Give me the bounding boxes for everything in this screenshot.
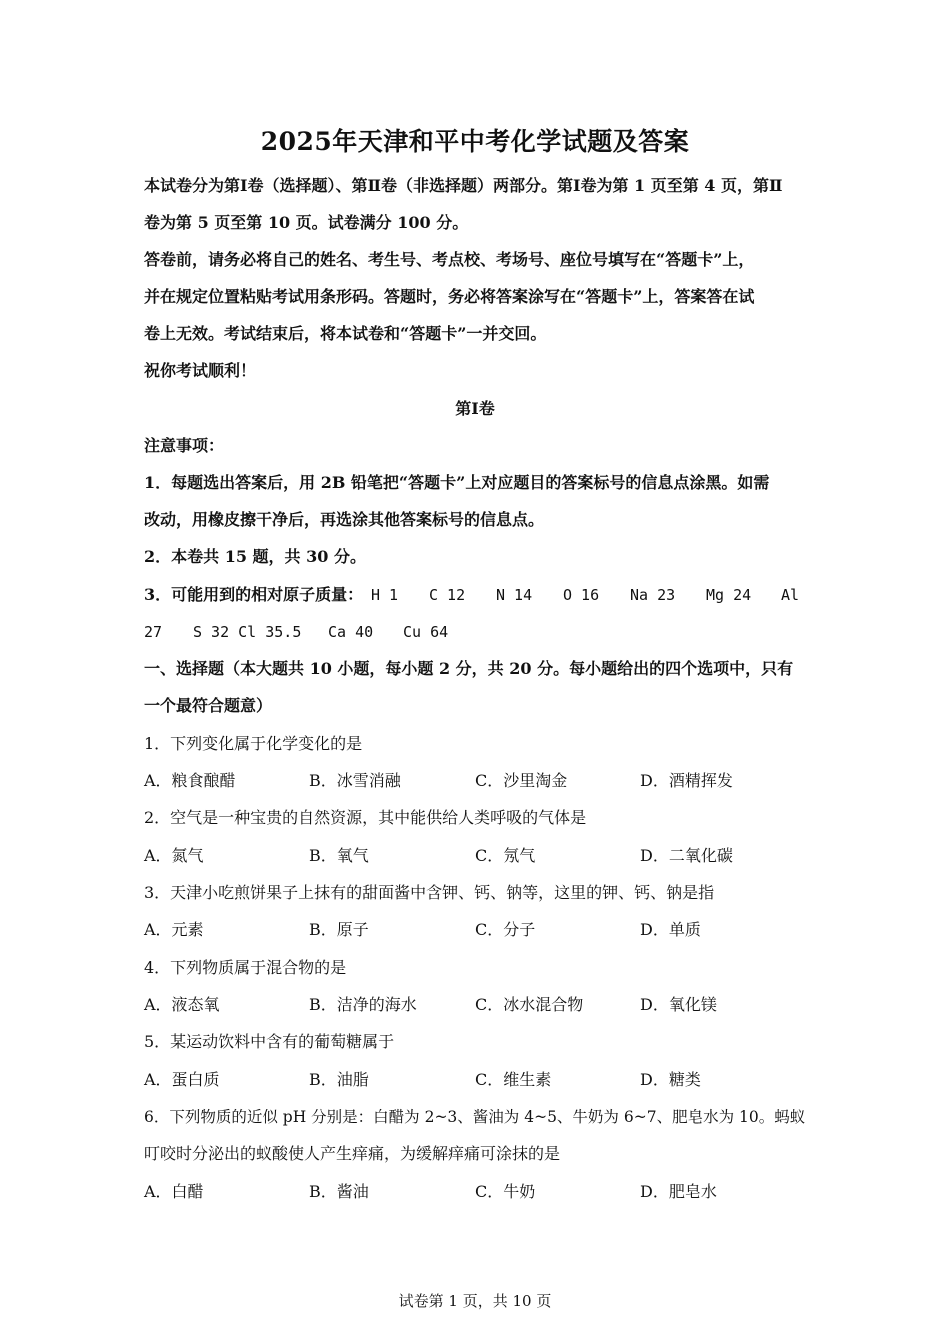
- atomic-mass: Na 23: [630, 586, 676, 604]
- note-line: 1．每题选出答案后，用 2B 铅笔把“答题卡”上对应题目的答案标号的信息点涂黑。如需: [144, 473, 770, 492]
- option-c: C．冰水混合物: [475, 995, 584, 1014]
- intro-line: 祝你考试顺利！: [144, 361, 257, 380]
- intro-line: 答卷前，请务必将自己的姓名、考生号、考点校、考场号、座位号填写在“答题卡”上，: [144, 250, 755, 269]
- note-line: 3．可能用到的相对原子质量：: [144, 585, 364, 604]
- atomic-mass: H 1: [371, 586, 399, 604]
- option-b: B．氧气: [309, 846, 369, 865]
- notes-heading: 注意事项：: [144, 436, 225, 455]
- option-b: B．油脂: [309, 1070, 369, 1089]
- note-line: 2．本卷共 15 题，共 30 分。: [144, 547, 366, 566]
- option-a: A．元素: [144, 920, 204, 939]
- question-stem: 4．下列物质属于混合物的是: [144, 958, 347, 977]
- atomic-mass: Al: [781, 586, 800, 604]
- atomic-mass: S 32 Cl 35.5: [193, 623, 302, 641]
- option-c: C．牛奶: [475, 1182, 536, 1201]
- intro-line: 本试卷分为第Ⅰ卷（选择题）、第Ⅱ卷（非选择题）两部分。第Ⅰ卷为第 1 页至第 4 页，第Ⅱ: [144, 176, 783, 195]
- option-b: B．冰雪消融: [309, 771, 401, 790]
- part1-heading: 一个最符合题意）: [144, 696, 273, 715]
- question-stem: 5．某运动饮料中含有的葡萄糖属于: [144, 1032, 395, 1051]
- question-stem: 1．下列变化属于化学变化的是: [144, 734, 363, 753]
- atomic-mass: 27: [144, 623, 163, 641]
- atomic-mass: C 12: [429, 586, 466, 604]
- option-b: B．原子: [309, 920, 369, 939]
- option-c: C．氖气: [475, 846, 536, 865]
- question-stem: 6．下列物质的近似 pH 分别是：白醋为 2~3、酱油为 4~5、牛奶为 6~7、肥皂水为 10。蚂蚁: [144, 1108, 806, 1126]
- intro-line: 卷为第 5 页至第 10 页。试卷满分 100 分。: [144, 213, 469, 232]
- page-footer: 试卷第 1 页，共 10 页: [398, 1292, 552, 1310]
- option-d: D．氧化镁: [640, 995, 717, 1014]
- option-c: C．维生素: [475, 1070, 552, 1089]
- option-d: D．糖类: [640, 1070, 701, 1089]
- note-line: 改动，用橡皮擦干净后，再选涂其他答案标号的信息点。: [144, 510, 545, 529]
- page-title: 2025年天津和平中考化学试题及答案: [260, 127, 690, 156]
- option-c: C．分子: [475, 920, 536, 939]
- option-d: D．二氧化碳: [640, 846, 733, 865]
- atomic-mass: Cu 64: [403, 623, 449, 641]
- intro-line: 并在规定位置粘贴考试用条形码。答题时，务必将答案涂写在“答题卡”上，答案答在试: [144, 287, 755, 306]
- option-b: B．洁净的海水: [309, 995, 417, 1014]
- question-stem: 叮咬时分泌出的蚁酸使人产生痒痛，为缓解痒痛可涂抹的是: [144, 1144, 561, 1163]
- option-b: B．酱油: [309, 1182, 369, 1201]
- option-a: A．液态氧: [144, 995, 220, 1014]
- question-stem: 3．天津小吃煎饼果子上抹有的甜面酱中含钾、钙、钠等，这里的钾、钙、钠是指: [144, 883, 715, 902]
- intro-line: 卷上无效。考试结束后，将本试卷和“答题卡”一并交回。: [144, 324, 547, 343]
- option-a: A．蛋白质: [144, 1070, 220, 1089]
- part1-heading: 一、选择题（本大题共 10 小题，每小题 2 分，共 20 分。每小题给出的四个选项中，只有: [144, 659, 794, 678]
- option-d: D．肥皂水: [640, 1182, 717, 1201]
- option-a: A．白醋: [144, 1182, 204, 1201]
- atomic-mass: N 14: [496, 586, 533, 604]
- option-a: A．粮食酿醋: [144, 771, 236, 790]
- atomic-mass: Mg 24: [706, 586, 752, 604]
- option-a: A．氮气: [144, 846, 204, 865]
- option-c: C．沙里淘金: [475, 771, 568, 790]
- atomic-mass: O 16: [563, 586, 600, 604]
- section-title: 第Ⅰ卷: [455, 399, 495, 418]
- option-d: D．酒精挥发: [640, 771, 733, 790]
- option-d: D．单质: [640, 920, 701, 939]
- question-stem: 2．空气是一种宝贵的自然资源，其中能供给人类呼吸的气体是: [144, 808, 587, 827]
- atomic-mass: Ca 40: [328, 623, 374, 641]
